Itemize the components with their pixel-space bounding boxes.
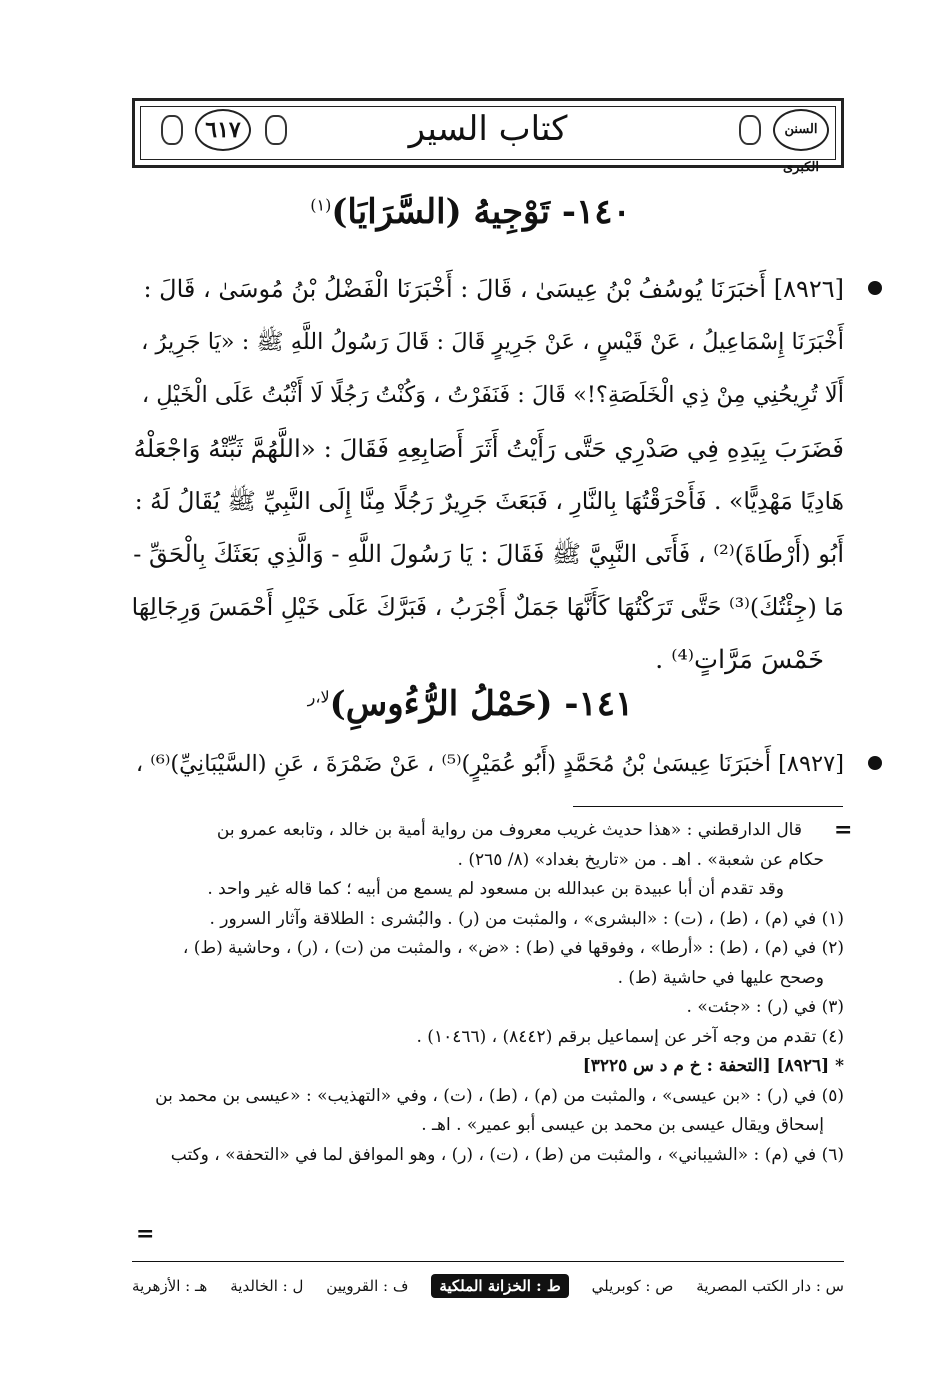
source-item-active: ط : الخزانة الملكية bbox=[431, 1274, 568, 1298]
section-title-text: ١٤٠- تَوْجِيهُ (السَّرَايَا) bbox=[331, 192, 631, 232]
section-superscript: لا،ر bbox=[307, 687, 330, 707]
section-title bbox=[0, 684, 941, 724]
footnote-line: (٥) في (ر) : «بن عيسى» ، والمثبت من (م) ، (ط) ، (ت) ، وفي «التهذيب» : «عيسى بن محمد بن bbox=[155, 1085, 844, 1106]
footnote-line: وصحح عليها في حاشية (ط) . bbox=[617, 967, 824, 988]
text-line: فَضَرَبَ بِيَدِهِ فِي صَدْرِي حَتَّى رَأَيْتُ أَثَرَ أَصَابِعِهِ فَقَالَ : «اللَّهُمَّ ثَبِّتْهُ وَاجْعَلْهُ bbox=[133, 434, 844, 463]
hadith-text bbox=[132, 738, 844, 791]
source-item: هـ : الأزهرية bbox=[132, 1277, 208, 1295]
footnote-line: حكام عن شعبة» . اهـ . من «تاريخ بغداد» (٨/ ٢٦٥) . bbox=[457, 849, 824, 870]
source-item: ص : كوبريلي bbox=[591, 1277, 674, 1295]
text-line: خَمْسَ مَرَّاتٍ⁽⁴⁾ . bbox=[655, 645, 824, 675]
footnote-line: إسحاق ويقال عيسى بن محمد بن عيسى أبو عمير» . اهـ . bbox=[421, 1115, 824, 1135]
page-header bbox=[132, 98, 844, 175]
hadith-text bbox=[132, 263, 844, 687]
continuation-mark: = bbox=[834, 817, 853, 843]
page-number: ٦١٧ bbox=[195, 109, 251, 151]
sources-separator bbox=[132, 1261, 844, 1262]
footnote-line: (١) في (م) ، (ط) ، (ت) : «البشرى» ، والمثبت من (ر) . والبُشرى : الطلاقة وآثار السرور . bbox=[209, 908, 844, 929]
text-line: أَخْبَرَنَا إِسْمَاعِيلُ ، عَنْ قَيْسٍ ، عَنْ جَرِيرٍ قَالَ : قَالَ رَسُولُ اللَّهِ ﷺ : «يَا جَرِيرُ ، bbox=[141, 329, 844, 355]
footnote-separator bbox=[573, 806, 843, 807]
continuation-mark: = bbox=[136, 1221, 155, 1247]
text-line: مَا (جِئْتُكَ)⁽³⁾ حَتَّى تَرَكْتُهَا كَأَنَّهَا جَمَلٌ أَجْرَبُ ، فَبَرَّكَ عَلَى خَيْلِ أَحْمَسَ وَرِجَالِهَا bbox=[131, 593, 844, 621]
section-title bbox=[0, 192, 941, 232]
footnote-mark: (١) bbox=[310, 195, 332, 215]
footnote-line: قال الدارقطني : «هذا حديث غريب معروف من رواية أمية بن خالد ، وتابعه عمرو بن bbox=[216, 820, 802, 840]
text-line: أَلَا تُرِيحُنِي مِنْ ذِي الْخَلَصَةِ؟!» قَالَ : فَنَفَرْتُ ، وَكُنْتُ رَجُلًا لَا أَثْبُتُ عَلَى الْخَيْلِ ، bbox=[141, 382, 844, 408]
footnote-line: (٤) تقدم من وجه آخر عن إسماعيل برقم (٨٤٤٢) ، (١٠٤٦٦) . bbox=[416, 1026, 844, 1047]
book-title: كتاب السير bbox=[408, 109, 568, 149]
source-item: ف : القرويين bbox=[326, 1277, 409, 1295]
tuhfa-reference: * [٨٩٢٦] [التحفة : خ م د س ٣٢٢٥] bbox=[582, 1056, 844, 1076]
section-title-text: ١٤١- (حَمْلُ الرُّءُوسِ) bbox=[329, 684, 634, 724]
text-line: [٨٩٢٧] أَخبَرَنَا عِيسَىٰ بْنُ مُحَمَّدٍ (أَبُو عُمَيْرٍ)⁽⁵⁾ ، عَنْ ضَمْرَةَ ، عَنِ (السَّيْبَانِيِّ)⁽⁶⁾ ، bbox=[135, 751, 844, 777]
book-emblem: السنن الكبرى bbox=[773, 109, 829, 151]
manuscript-sources bbox=[132, 1266, 844, 1306]
footnote-line: وقد تقدم أن أبا عبيدة بن عبدالله بن مسعود لم يسمع من أبيه ؛ كما قاله غير واحد . bbox=[207, 879, 784, 899]
source-item: ل : الخالدية bbox=[230, 1277, 304, 1295]
source-item: س : دار الكتب المصرية bbox=[696, 1277, 844, 1295]
footnotes bbox=[132, 816, 844, 1170]
hadith-bullet bbox=[868, 756, 882, 770]
footnote-line: (٣) في (ر) : «جئت» . bbox=[686, 997, 844, 1017]
text-line: هَادِيًا مَهْدِيًّا» . فَأَحْرَقْتُهَا بِالنَّارِ ، فَبَعَثَ جَرِيرٌ رَجُلًا مِنَّا إِلَى النَّبِيِّ ﷺ يُقَالُ لَهُ : bbox=[134, 487, 844, 515]
text-line: [٨٩٢٦] أَخبَرَنَا يُوسُفُ بْنُ عِيسَىٰ ، قَالَ : أَخْبَرَنَا الْفَضْلُ بْنُ مُوسَىٰ ، قَالَ : bbox=[143, 275, 844, 303]
footnote-line: (٢) في (م) ، (ط) : «أرطا» ، وفوقها في (ط) : «ض» ، والمثبت من (ت) ، (ر) ، وحاشية (ط) ، bbox=[182, 938, 844, 958]
text-line: أَبُو (أَرْطَاةَ)⁽²⁾ ، فَأَتَى النَّبِيَّ ﷺ فَقَالَ : يَا رَسُولَ اللَّهِ - وَالَّذِي بَعَثَكَ بِالْحَقِّ - bbox=[133, 540, 844, 568]
footnote-line: (٦) في (م) : «الشيباني» ، والمثبت من (ط) ، (ت) ، (ر) ، وهو الموافق لما في «التحفة» ، وكتب bbox=[170, 1144, 844, 1165]
hadith-bullet bbox=[868, 281, 882, 295]
